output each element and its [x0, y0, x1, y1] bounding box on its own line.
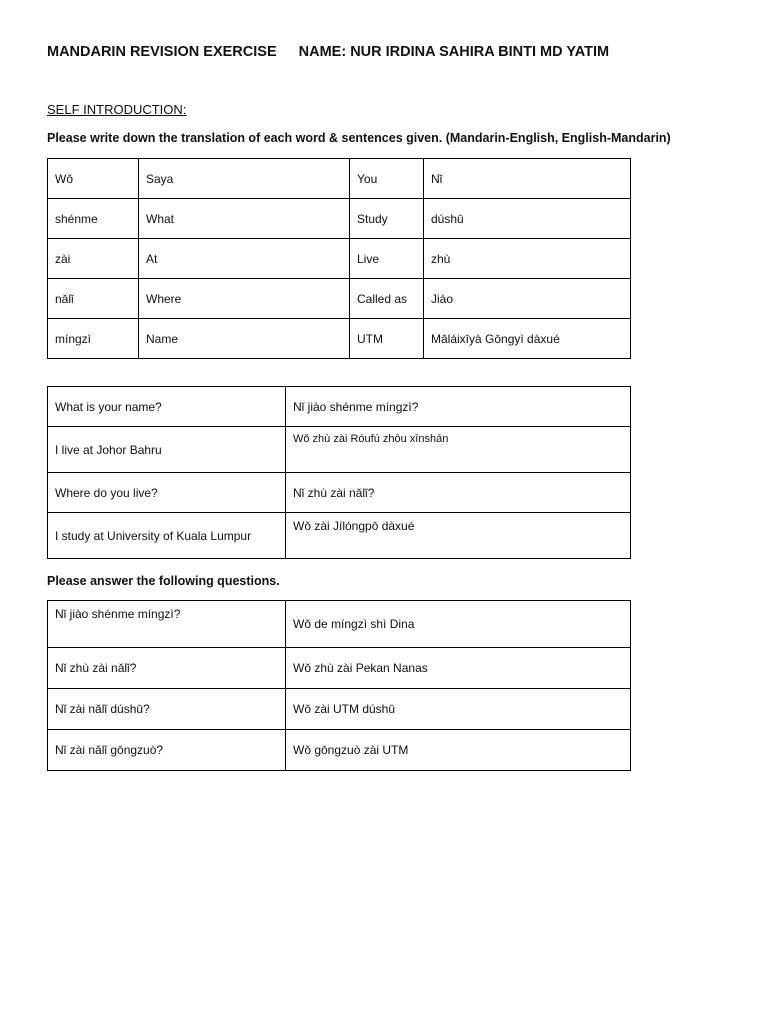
table-row — [48, 159, 631, 199]
table-cell: Wǒ — [48, 159, 139, 199]
table-cell: Name — [139, 319, 350, 359]
table-cell: zhù — [424, 239, 631, 279]
document-header — [47, 44, 609, 60]
table-row — [48, 199, 631, 239]
table-cell: shénme — [48, 199, 139, 239]
table-cell: Jiào — [424, 279, 631, 319]
table-cell: Wǒ zài Jílóngpō dàxué — [286, 513, 631, 559]
table-cell: Mǎláixīyà Gōngyì dàxué — [424, 319, 631, 359]
table-cell: Saya — [139, 159, 350, 199]
table-row — [48, 473, 631, 513]
table-cell: Wǒ zhù zài Róufú zhōu xīnshān — [286, 427, 631, 473]
table-cell: You — [350, 159, 424, 199]
instruction-text: Please write down the translation of each word & sentences given. (Mandarin-English, English-Mandarin) — [47, 131, 671, 145]
table-cell: Nǐ zhù zài nǎlǐ? — [48, 648, 286, 689]
table-cell: Nǐ jiào shénme míngzì? — [286, 387, 631, 427]
table-cell: Live — [350, 239, 424, 279]
table-cell: I live at Johor Bahru — [48, 427, 286, 473]
table-cell: nǎlǐ — [48, 279, 139, 319]
table-cell: Nǐ — [424, 159, 631, 199]
table-cell: Nǐ zài nǎlǐ gōngzuò? — [48, 730, 286, 771]
table-row — [48, 601, 631, 648]
table-cell: Study — [350, 199, 424, 239]
answers-table — [47, 600, 631, 771]
table-row — [48, 730, 631, 771]
phrases-table — [47, 386, 631, 559]
table-row — [48, 387, 631, 427]
table-row — [48, 239, 631, 279]
table-cell: Nǐ zài nǎlǐ dúshū? — [48, 689, 286, 730]
section-title: SELF INTRODUCTION: — [47, 102, 187, 117]
table-row — [48, 279, 631, 319]
vocabulary-table — [47, 158, 631, 359]
table-row — [48, 427, 631, 473]
table-cell: UTM — [350, 319, 424, 359]
table-row — [48, 689, 631, 730]
document-title: MANDARIN REVISION EXERCISE — [47, 44, 277, 60]
table-cell: Where — [139, 279, 350, 319]
table-cell: What is your name? — [48, 387, 286, 427]
table-cell: míngzì — [48, 319, 139, 359]
table-cell: Where do you live? — [48, 473, 286, 513]
table-cell: Wǒ gōngzuò zài UTM — [286, 730, 631, 771]
table-cell: At — [139, 239, 350, 279]
table-cell: Called as — [350, 279, 424, 319]
table-cell: Wǒ zài UTM dúshū — [286, 689, 631, 730]
table-cell: Nǐ jiào shénme míngzì? — [48, 601, 286, 648]
table-row — [48, 513, 631, 559]
table-cell: Nǐ zhù zài nǎlǐ? — [286, 473, 631, 513]
table-row — [48, 319, 631, 359]
student-name: NAME: NUR IRDINA SAHIRA BINTI MD YATIM — [298, 44, 610, 60]
table-cell: I study at University of Kuala Lumpur — [48, 513, 286, 559]
table-row — [48, 648, 631, 689]
table-cell: zài — [48, 239, 139, 279]
table-cell: What — [139, 199, 350, 239]
instruction-text-2: Please answer the following questions. — [47, 574, 280, 588]
table-cell: Wǒ zhù zài Pekan Nanas — [286, 648, 631, 689]
table-cell: Wǒ de míngzì shì Dina — [286, 601, 631, 648]
table-cell: dúshū — [424, 199, 631, 239]
